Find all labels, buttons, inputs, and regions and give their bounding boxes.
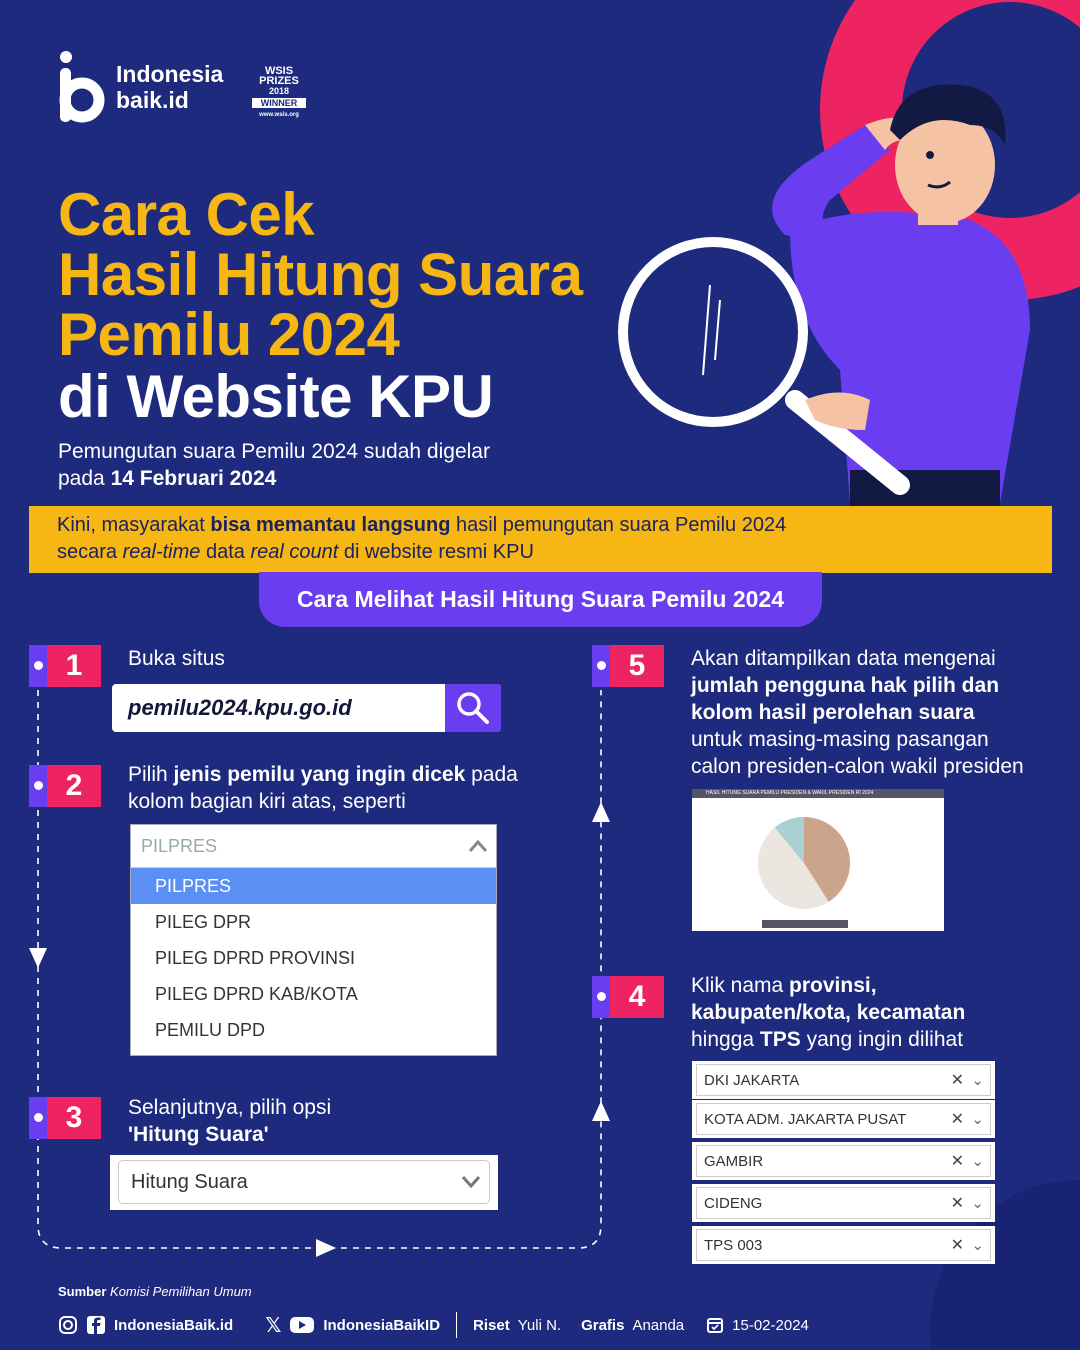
social-handle-2: IndonesiaBaikID	[323, 1316, 441, 1334]
banner-text-3: secara	[57, 541, 123, 563]
info-banner	[29, 506, 1052, 573]
step-3-bold: 'Hitung Suara'	[128, 1123, 269, 1146]
chevron-down-icon	[461, 1174, 481, 1190]
riset-label: Riset	[473, 1316, 510, 1334]
step-2-t1: Pilih	[128, 763, 174, 786]
banner-italic-1: real-time	[122, 541, 201, 563]
step-3-number: 3	[47, 1097, 101, 1139]
step-4-line-2	[691, 999, 965, 1026]
step-2-text	[128, 761, 518, 815]
banner-line-1	[57, 512, 1052, 539]
chevron-down-icon: ⌄	[971, 1153, 984, 1170]
clear-icon[interactable]: ✕	[950, 1072, 964, 1089]
step-5-b1: jumlah pengguna hak pilih dan	[691, 674, 1000, 697]
step-3-line-1: Selanjutnya, pilih opsi	[128, 1096, 332, 1119]
banner-line-2	[57, 539, 1052, 566]
step-2-t2: pada	[465, 763, 518, 786]
title-line-1: Cara Cek	[58, 181, 315, 248]
step-4-text	[691, 972, 965, 1053]
intro-line-1: Pemungutan suara Pemilu 2024 sudah digelar	[58, 440, 490, 463]
banner-text-4: data	[200, 541, 251, 563]
banner-text-5: di website resmi KPU	[338, 541, 534, 563]
dropdown-option[interactable]: PILEG DPRD KAB/KOTA	[155, 984, 358, 1004]
step-1-badge	[29, 645, 101, 687]
step-2-line-1	[128, 761, 518, 788]
dropdown-option[interactable]: PILEG DPRD PROVINSI	[155, 948, 356, 968]
dropdown-search-field[interactable]	[131, 825, 496, 868]
step-2-b1: jenis pemilu yang ingin dicek	[173, 763, 466, 786]
arrow-up-icon	[592, 1101, 610, 1121]
hitung-suara-select[interactable]	[118, 1160, 490, 1204]
location-select-city[interactable]	[692, 1100, 995, 1138]
calendar-icon	[706, 1316, 724, 1334]
award-line-3: 2018	[268, 86, 290, 96]
step-4-t1: Klik nama	[691, 974, 790, 997]
footer-credits	[58, 1312, 809, 1338]
logo-line-1: Indonesia	[116, 61, 224, 87]
facebook-icon	[86, 1315, 106, 1335]
x-twitter-icon: 𝕏	[265, 1314, 282, 1337]
step-2-badge	[29, 765, 101, 807]
step-4-b2: kabupaten/kota, kecamatan	[691, 1001, 966, 1024]
step-5-b2: kolom hasil perolehan suara	[691, 701, 975, 724]
step-5-number: 5	[610, 645, 664, 687]
grafis-label: Grafis	[581, 1316, 625, 1334]
url-search-bar[interactable]	[112, 684, 501, 732]
step-4-number: 4	[610, 976, 664, 1018]
pie-chart	[692, 798, 944, 931]
award-line-1: WSIS	[264, 65, 294, 77]
step-5-line-5: calon presiden-calon wakil presiden	[691, 755, 1024, 778]
source-label: Sumber	[58, 1284, 107, 1299]
chevron-up-icon	[468, 837, 488, 855]
hitung-suara-select-card	[110, 1155, 498, 1210]
step-4-b1: provinsi,	[789, 974, 877, 997]
result-chart-screenshot	[692, 789, 944, 931]
search-icon	[455, 690, 491, 726]
title-line-4: di Website KPU	[58, 363, 494, 430]
source-value: Komisi Pemilihan Umum	[110, 1284, 252, 1299]
youtube-icon	[289, 1315, 315, 1335]
award-line-5: www.wsis.org	[259, 112, 299, 118]
step-4-b3: TPS	[759, 1028, 801, 1051]
banner-italic-2: real count	[250, 541, 339, 563]
section-title: Cara Melihat Hasil Hitung Suara Pemilu 2024	[259, 572, 822, 627]
riset-value: Yuli N.	[517, 1316, 562, 1334]
step-4-badge	[592, 976, 664, 1018]
publish-date: 15-02-2024	[732, 1316, 809, 1334]
social-handle-1: IndonesiaBaik.id	[114, 1316, 234, 1334]
grafis-value: Ananda	[632, 1316, 685, 1334]
step-1-text: Buka situs	[128, 647, 225, 670]
title-line-2: Hasil Hitung Suara	[58, 241, 583, 308]
location-value: DKI JAKARTA	[704, 1072, 800, 1089]
title-line-3: Pemilu 2024	[58, 301, 400, 368]
source-line	[58, 1284, 252, 1299]
indonesiabaik-logo	[58, 50, 223, 124]
dropdown-option[interactable]: PEMILU DPD	[155, 1020, 266, 1040]
chevron-down-icon: ⌄	[971, 1237, 984, 1254]
man-with-magnifier-illustration	[600, 70, 1040, 510]
chevron-down-icon: ⌄	[971, 1111, 984, 1128]
step-3-badge	[29, 1097, 101, 1139]
logo-mark-icon	[58, 50, 106, 124]
clear-icon[interactable]: ✕	[950, 1153, 964, 1170]
step-1-number: 1	[47, 645, 101, 687]
arrow-up-icon	[592, 802, 610, 822]
chevron-down-icon: ⌄	[971, 1195, 984, 1212]
intro-text	[58, 438, 490, 492]
logo-line-2: baik.id	[116, 87, 189, 113]
banner-text-1: Kini, masyarakat	[57, 514, 211, 536]
chevron-down-icon: ⌄	[971, 1072, 984, 1089]
step-2-line-2: kolom bagian kiri atas, seperti	[128, 790, 406, 813]
step-5-badge	[592, 645, 664, 687]
intro-date: 14 Februari 2024	[110, 467, 277, 490]
banner-text-2: hasil pemungutan suara Pemilu 2024	[450, 514, 787, 536]
award-line-2: PRIZES	[259, 75, 299, 87]
election-type-dropdown[interactable]	[130, 824, 497, 1056]
location-value: TPS 003	[704, 1237, 763, 1254]
step-5-text	[691, 645, 1024, 780]
dropdown-option[interactable]: PILPRES	[131, 868, 496, 904]
location-select-tps[interactable]	[692, 1226, 995, 1264]
step-3-text	[128, 1094, 331, 1148]
location-value: KOTA ADM. JAKARTA PUSAT	[704, 1111, 907, 1128]
step-4-t2: hingga	[691, 1028, 760, 1051]
award-line-4: WINNER	[252, 98, 306, 108]
location-value: CIDENG	[704, 1195, 763, 1212]
footer-divider	[456, 1312, 457, 1338]
arrow-right-icon	[316, 1239, 336, 1257]
location-select-village[interactable]	[692, 1184, 995, 1222]
search-button[interactable]	[445, 684, 501, 732]
location-select-district[interactable]	[692, 1142, 995, 1180]
clear-icon[interactable]: ✕	[950, 1195, 964, 1212]
dropdown-placeholder: PILPRES	[141, 836, 218, 856]
dropdown-option[interactable]: PILEG DPR	[155, 912, 252, 932]
logo-wordmark	[116, 61, 223, 113]
step-2-number: 2	[47, 765, 101, 807]
step-5-line-1: Akan ditampilkan data mengenai	[691, 647, 996, 670]
intro-line-2	[58, 465, 490, 492]
step-5-line-3	[691, 699, 1024, 726]
instagram-icon	[58, 1315, 78, 1335]
url-text: pemilu2024.kpu.go.id	[128, 695, 352, 720]
step-4-line-1	[691, 972, 965, 999]
chart-header: HASIL HITUNG SUARA PEMILU PRESIDEN & WAKIL PRESIDEN RI 2024	[692, 789, 944, 798]
clear-icon[interactable]: ✕	[950, 1237, 964, 1254]
chart-footer-bar	[762, 920, 848, 928]
wsis-award-badge	[248, 66, 310, 130]
clear-icon[interactable]: ✕	[950, 1111, 964, 1128]
step-4-t3: yang ingin dilihat	[800, 1028, 964, 1051]
page-title	[58, 181, 583, 430]
hitung-suara-value: Hitung Suara	[131, 1171, 248, 1193]
step-5-line-4: untuk masing-masing pasangan	[691, 728, 989, 751]
intro-line-2-text: pada	[58, 467, 111, 490]
step-4-line-3	[691, 1026, 965, 1053]
arrow-down-icon	[29, 948, 47, 968]
step-5-line-2	[691, 672, 1024, 699]
location-select-province[interactable]	[692, 1061, 995, 1099]
location-value: GAMBIR	[704, 1153, 764, 1170]
banner-bold-1: bisa memantau langsung	[210, 514, 451, 536]
